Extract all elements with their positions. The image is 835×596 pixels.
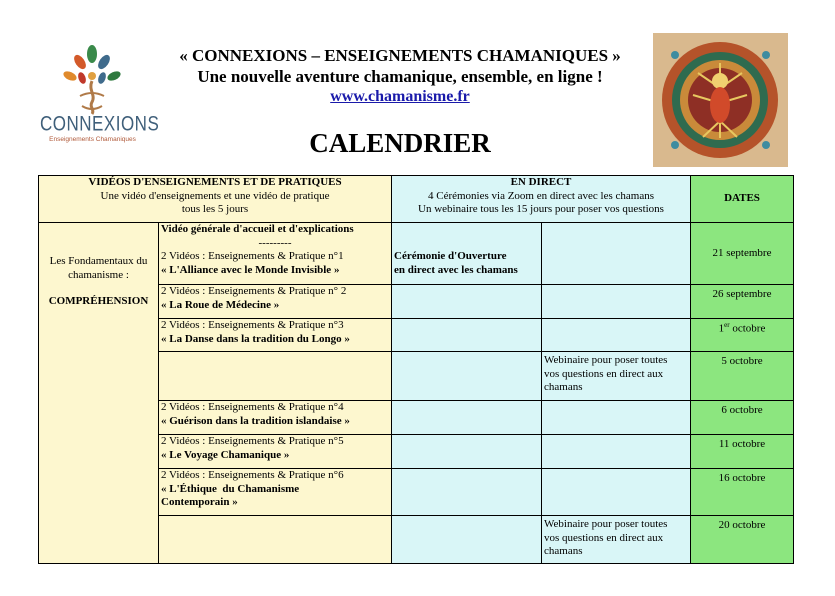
logo-word: CONNEXIONS — [40, 111, 160, 136]
ceremony-cell — [392, 285, 542, 319]
webinar-cell — [542, 435, 691, 469]
ceremony-line: Cérémonie d'Ouverture — [394, 250, 507, 262]
video-line: 2 Vidéos : Enseignements & Pratique n° 2 — [161, 285, 347, 297]
date-cell: 21 septembre — [691, 223, 794, 285]
date-number: 1 — [718, 322, 725, 335]
webinar-line: Webinaire pour poser toutes — [544, 354, 668, 366]
webinar-line: Webinaire pour poser toutes — [544, 518, 668, 530]
header-title: « CONNEXIONS – ENSEIGNEMENTS CHAMANIQUES » — [179, 46, 621, 65]
video-column-header — [39, 176, 392, 223]
video-cell — [159, 352, 392, 401]
video-line: 2 Vidéos : Enseignements & Pratique n°5 — [161, 435, 344, 447]
date-cell: 11 octobre — [691, 435, 794, 469]
live-header-title: EN DIRECT — [510, 176, 572, 188]
video-header-line: Une vidéo d'enseignements et une vidéo de pratique — [100, 189, 330, 202]
video-line: 2 Vidéos : Enseignements & Pratique n°1 — [161, 250, 344, 262]
live-header-line: Un webinaire tous les 15 jours pour poser vos questions — [418, 203, 664, 215]
webinar-line: vos questions en direct aux — [544, 531, 664, 544]
video-cell — [159, 319, 392, 352]
header-row — [39, 176, 794, 223]
ceremony-cell — [392, 435, 542, 469]
table-row — [39, 223, 794, 285]
dates-column-header: DATES — [691, 176, 794, 223]
video-cell — [159, 401, 392, 435]
tree-of-life-icon — [40, 40, 145, 120]
section-label-line: Les Fondamentaux du — [49, 255, 148, 267]
shamanic-artwork-image — [653, 33, 788, 167]
webinar-cell — [542, 285, 691, 319]
video-header-title: VIDÉOS D'ENSEIGNEMENTS ET DE PRATIQUES — [88, 176, 342, 188]
video-line: 2 Vidéos : Enseignements & Pratique n°6 — [161, 469, 344, 481]
date-cell: 5 octobre — [691, 352, 794, 401]
date-cell — [691, 319, 794, 352]
webinar-line: chamans — [544, 545, 583, 557]
webinar-cell — [542, 319, 691, 352]
ceremony-line: en direct avec les chamans — [394, 263, 518, 276]
video-line: 2 Vidéos : Enseignements & Pratique n°4 — [161, 401, 344, 413]
video-title: « Le Voyage Chamanique » — [161, 448, 290, 461]
date-cell: 26 septembre — [691, 285, 794, 319]
video-cell — [159, 223, 392, 285]
calendar-table — [38, 175, 794, 564]
intro-video-title: Vidéo générale d'accueil et d'explications — [161, 223, 354, 235]
live-column-header — [392, 176, 691, 223]
header-subtitle: Une nouvelle aventure chamanique, ensemble, en ligne ! — [197, 67, 603, 86]
video-line: 2 Vidéos : Enseignements & Pratique n°3 — [161, 319, 344, 331]
ceremony-cell — [392, 223, 542, 285]
date-cell: 20 octobre — [691, 516, 794, 564]
video-title: Contemporain » — [161, 496, 238, 508]
header-url-link[interactable]: www.chamanisme.fr — [330, 88, 470, 105]
date-superscript: er — [724, 321, 730, 329]
video-title: « L'Alliance avec le Monde Invisible » — [161, 263, 340, 276]
page-title: CALENDRIER — [309, 128, 491, 158]
video-title: « L'Éthique du Chamanisme — [161, 482, 300, 495]
video-cell — [159, 469, 392, 516]
video-cell — [159, 516, 392, 564]
video-title: « La Roue de Médecine » — [161, 298, 280, 311]
ceremony-cell — [392, 319, 542, 352]
ceremony-cell — [392, 401, 542, 435]
webinar-cell — [542, 469, 691, 516]
webinar-line: chamans — [544, 381, 583, 393]
video-cell — [159, 435, 392, 469]
section-label-bold: COMPRÉHENSION — [48, 295, 149, 307]
ceremony-cell — [392, 469, 542, 516]
video-title: « Guérison dans la tradition islandaise » — [161, 414, 350, 427]
date-month: octobre — [729, 322, 766, 335]
ceremony-cell — [392, 516, 542, 564]
separator: --------- — [258, 236, 292, 249]
webinar-cell — [542, 223, 691, 285]
logo-text — [40, 111, 160, 143]
webinar-cell — [542, 352, 691, 401]
section-label-line: chamanisme : — [68, 268, 129, 281]
ceremony-cell — [392, 352, 542, 401]
section-label — [39, 223, 159, 564]
date-cell: 16 octobre — [691, 469, 794, 516]
webinar-line: vos questions en direct aux — [544, 367, 664, 380]
video-header-line: tous les 5 jours — [181, 203, 249, 215]
webinar-cell — [542, 401, 691, 435]
video-cell — [159, 285, 392, 319]
webinar-cell — [542, 516, 691, 564]
live-header-line: 4 Cérémonies via Zoom en direct avec les chamans — [427, 189, 655, 202]
logo-tagline: Enseignements Chamaniques — [49, 136, 136, 143]
video-title: « La Danse dans la tradition du Longo » — [161, 332, 350, 345]
date-cell: 6 octobre — [691, 401, 794, 435]
